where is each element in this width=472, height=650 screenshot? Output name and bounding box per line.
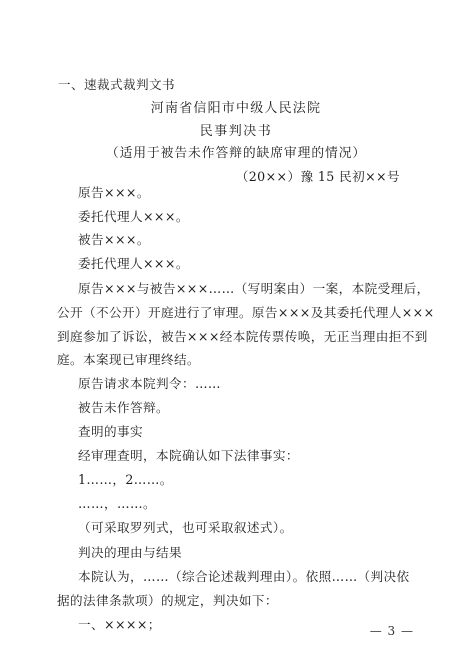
section-heading: 一、速裁式裁判文书 (58, 77, 175, 92)
body-line: 被告未作答辩。 (78, 400, 169, 415)
body-line: 本院认为，……（综合论述裁判理由）。依照……（判决依 (78, 569, 410, 584)
case-number: （20××）豫 15 民初××号 (235, 169, 400, 184)
body-line: 1……，2……。 (78, 472, 173, 487)
section-label: 判决的理由与结果 (78, 545, 182, 560)
body-line: 据的法律条款项）的规定，判决如下： (57, 593, 278, 608)
body-line: 原告×××与被告×××……（写明案由）一案，本院受理后， (78, 281, 430, 296)
body-line: 被告×××。 (78, 232, 150, 247)
body-line: （可采取罗列式，也可采取叙述式）。 (78, 520, 293, 535)
body-line: 经审理查明，本院确认如下法律事实： (78, 448, 299, 463)
court-name: 河南省信阳市中级人民法院 (150, 101, 322, 116)
body-line: 原告请求本院判令：…… (78, 376, 221, 391)
body-line: 委托代理人×××。 (78, 209, 189, 224)
body-line: 公开（不公开）开庭进行了审理。原告×××及其委托代理人××× (57, 305, 435, 320)
page-number: — 3 — (369, 624, 414, 638)
document-type: 民事判决书 (199, 124, 273, 139)
body-line: 到庭参加了诉讼，被告×××经本院传票传唤，无正当理由拒不到 (57, 329, 428, 344)
body-line: 原告×××。 (78, 185, 150, 200)
body-line: 一、××××； (78, 617, 161, 632)
body-line: 委托代理人×××。 (78, 256, 189, 271)
body-line: 庭。本案现已审理终结。 (57, 352, 200, 367)
usage-note: （适用于被告未作答辩的缺席审理的情况） (105, 146, 367, 161)
body-line: ……，……。 (78, 496, 156, 511)
section-label: 查明的事实 (78, 424, 143, 439)
